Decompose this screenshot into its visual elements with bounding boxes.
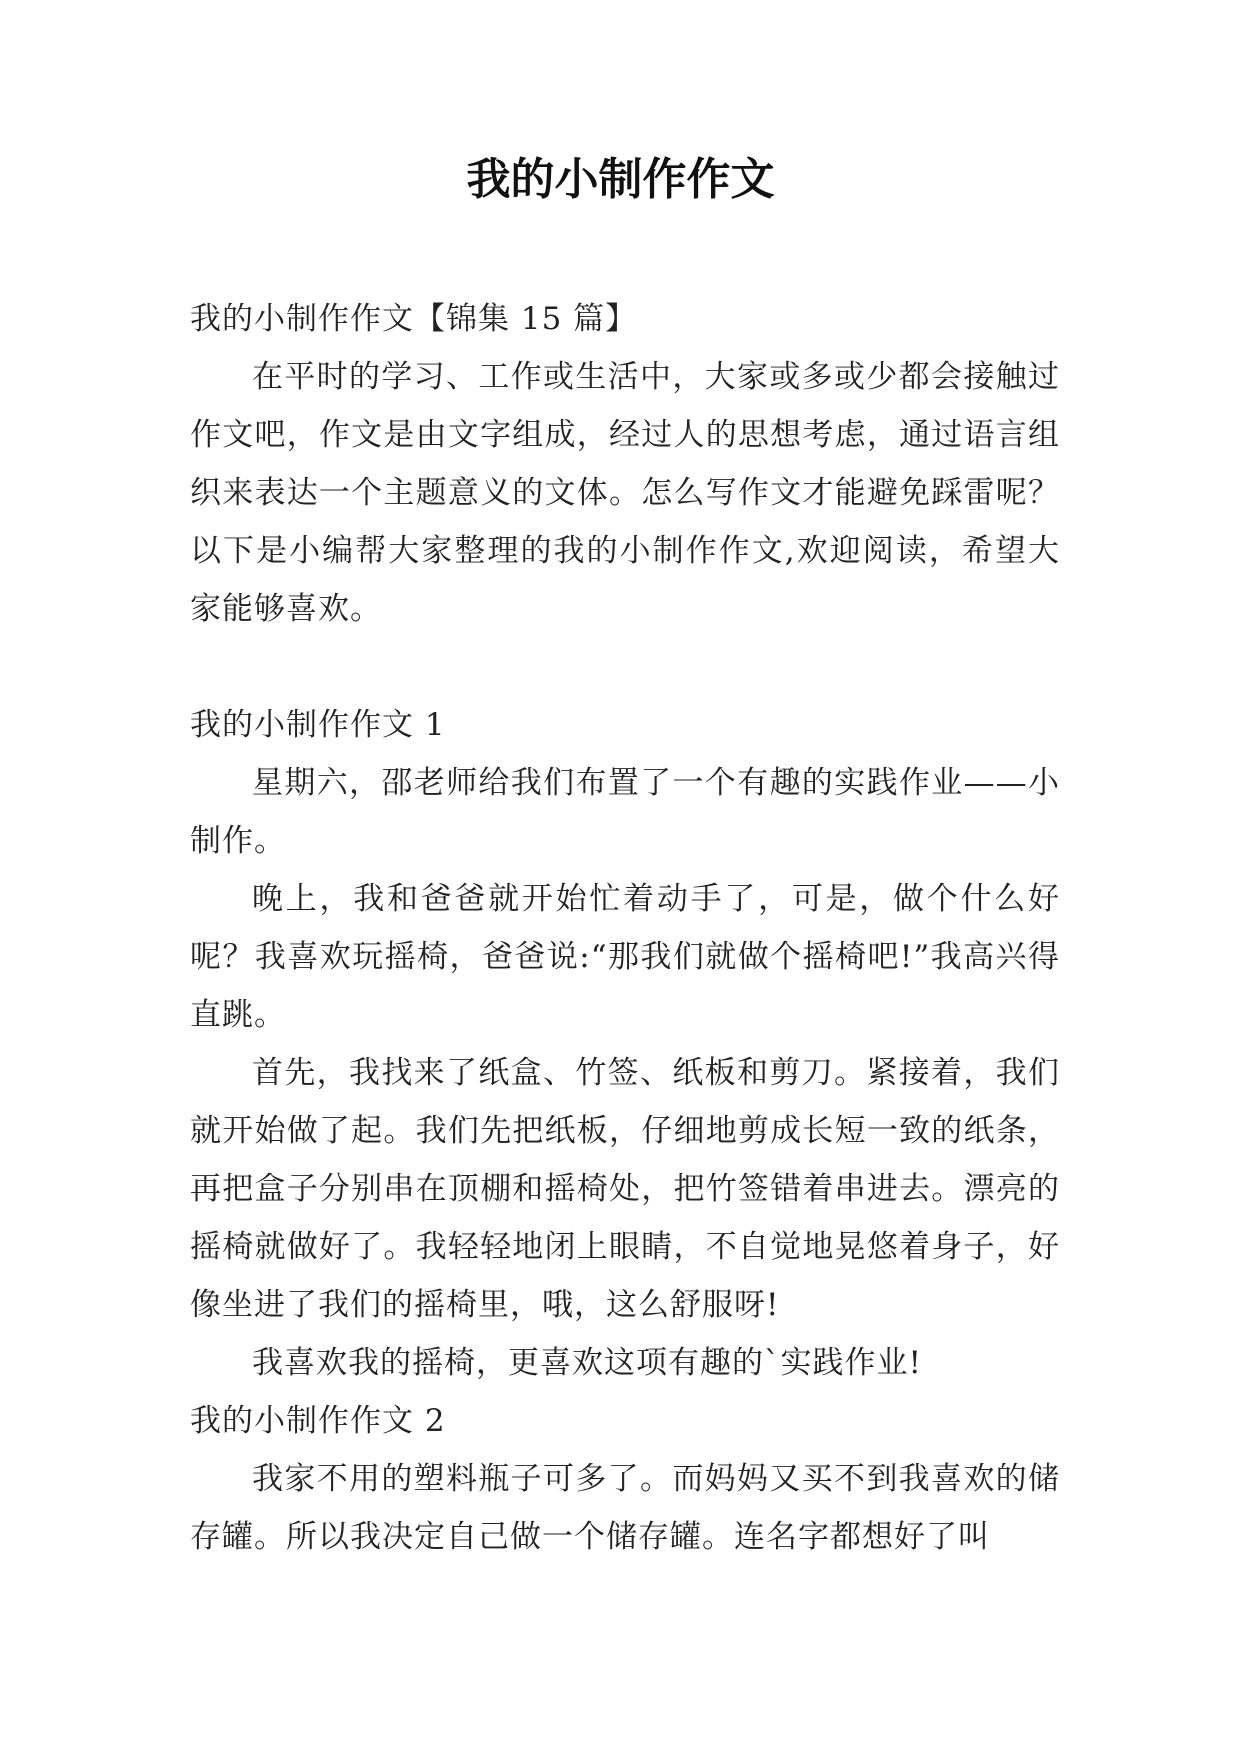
essay-1-paragraph-3: 首先，我找来了纸盒、竹签、纸板和剪刀。紧接着，我们就开始做了起。我们先把纸板，仔细地剪成长短一致的纸条，再把盒子分别串在顶棚和摇椅处，把竹签错着串进去。漂亮的摇椅就做好了。我轻轻地闭上眼睛，不自觉地晃悠着身子，好像坐进了我们的摇椅里，哦，这么舒服呀! — [190, 1055, 1060, 1323]
essay-1-paragraph-2: 晚上，我和爸爸就开始忙着动手了，可是，做个什么好呢？我喜欢玩摇椅，爸爸说:“那我们就做个摇椅吧!”我高兴得直跳。 — [190, 881, 1060, 1033]
intro-paragraph: 在平时的学习、工作或生活中，大家或多或少都会接触过作文吧，作文是由文字组成，经过人的思想考虑，通过语言组织来表达一个主题意义的文体。怎么写作文才能避免踩雷呢？以下是小编帮大家整理的我的小制作作文,欢迎阅读，希望大家能够喜欢。 — [190, 359, 1060, 627]
essay-1-paragraph-4: 我喜欢我的摇椅，更喜欢这项有趣的`实践作业! — [252, 1345, 922, 1381]
essay-1-paragraph-1: 星期六，邵老师给我们布置了一个有趣的实践作业——小制作。 — [190, 765, 1060, 859]
document-title: 我的小制作作文 — [466, 154, 775, 205]
intro-heading: 我的小制作作文【锦集 15 篇】 — [190, 301, 638, 337]
document-body — [190, 290, 1060, 1566]
essay-2-paragraph-1: 我家不用的塑料瓶子可多了。而妈妈又买不到我喜欢的储存罐。所以我决定自己做一个储存罐。连名字都想好了叫 — [190, 1461, 1060, 1555]
essay-1-heading: 我的小制作作文 1 — [190, 707, 446, 743]
section-spacer — [190, 638, 1060, 696]
essay-2-heading: 我的小制作作文 2 — [190, 1403, 446, 1439]
